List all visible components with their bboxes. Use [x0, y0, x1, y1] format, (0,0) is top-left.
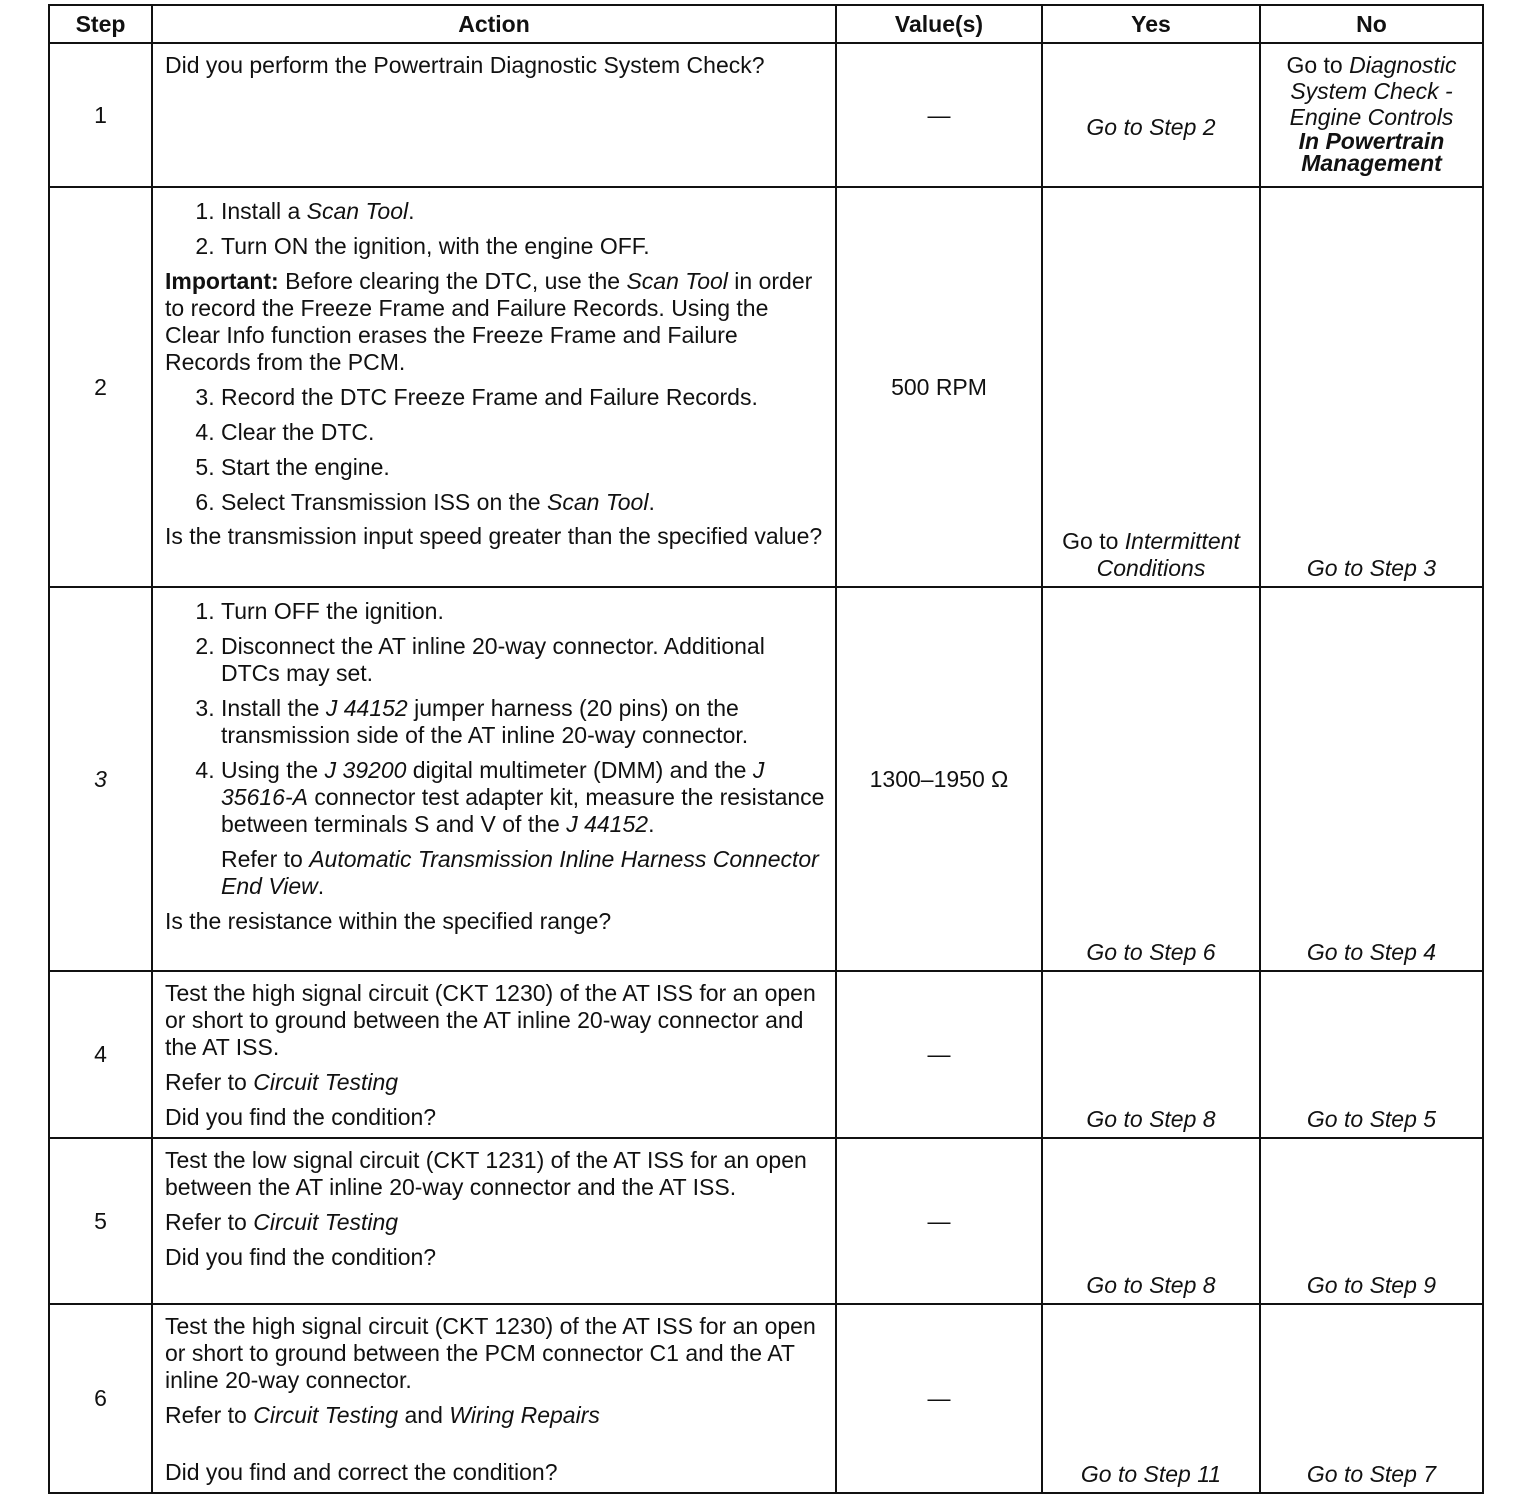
step-number: 6 [49, 1304, 152, 1493]
no-cell: Go to Step 9 [1260, 1138, 1483, 1304]
refer-note: Refer to Automatic Transmission Inline Harness Connector End View. [221, 846, 819, 899]
no-cell: Go to Step 5 [1260, 971, 1483, 1138]
yes-cell: Go to Intermittent Conditions [1042, 187, 1260, 587]
value-cell: — [836, 971, 1042, 1138]
step-number: 3 [49, 587, 152, 971]
action-question: Did you perform the Powertrain Diagnostic System Check? [165, 52, 765, 78]
header-action: Action [152, 5, 836, 43]
yes-cell: Go to Step 8 [1042, 1138, 1260, 1304]
table-row [49, 187, 1483, 587]
yes-cell: Go to Step 8 [1042, 971, 1260, 1138]
list-item: 6. Select Transmission ISS on the Scan Tool. [221, 489, 825, 516]
value-cell: 500 RPM [836, 187, 1042, 587]
header-no: No [1260, 5, 1483, 43]
list-item: 5. Start the engine. [221, 454, 825, 481]
list-item: 1. Turn OFF the ignition. [221, 598, 825, 625]
action-question: Is the resistance within the specified range? [165, 908, 612, 934]
no-prefix: Go to [1286, 52, 1350, 78]
list-item: 2. Disconnect the AT inline 20-way connector. Additional DTCs may set. [221, 633, 825, 687]
yes-cell: Go to Step 2 [1042, 43, 1260, 187]
yes-cell: Go to Step 6 [1042, 587, 1260, 971]
action-cell [152, 587, 836, 971]
diagnostic-table [48, 4, 1484, 1494]
action-question: Did you find and correct the condition? [165, 1459, 558, 1485]
refer-note: Refer to Circuit Testing and Wiring Repairs [165, 1402, 600, 1428]
step-number: 4 [49, 971, 152, 1138]
no-cell [1260, 43, 1483, 187]
no-cell: Go to Step 3 [1260, 187, 1483, 587]
header-row [49, 5, 1483, 43]
action-question: Did you find the condition? [165, 1244, 437, 1270]
value-cell: — [836, 1304, 1042, 1493]
list-item: 3. Install the J 44152 jumper harness (20 pins) on the transmission side of the AT inline 20-way connector. [221, 695, 825, 749]
action-cell [152, 1304, 836, 1493]
list-item: 1. Install a Scan Tool. [221, 198, 825, 225]
action-cell [152, 43, 836, 187]
list-item: 4. Using the J 39200 digital multimeter (DMM) and the J 35616-A connector test adapter kit, measure the resistance between terminals S and V of the J 44152. [221, 757, 825, 838]
action-cell [152, 971, 836, 1138]
action-text: Test the high signal circuit (CKT 1230) of the AT ISS for an open or short to ground between the AT inline 20-way connector and the AT ISS. [165, 980, 816, 1060]
no-cell: Go to Step 4 [1260, 587, 1483, 971]
value-cell: 1300–1950 Ω [836, 587, 1042, 971]
action-question: Is the transmission input speed greater than the specified value? [165, 523, 823, 549]
list-item: 3. Record the DTC Freeze Frame and Failure Records. [221, 384, 825, 411]
table-row [49, 1138, 1483, 1304]
refer-note: Refer to Circuit Testing [165, 1069, 399, 1095]
table-row [49, 1304, 1483, 1493]
action-question: Did you find the condition? [165, 1104, 437, 1130]
step-number: 2 [49, 187, 152, 587]
no-cell: Go to Step 7 [1260, 1304, 1483, 1493]
table-row [49, 587, 1483, 971]
value-cell: — [836, 43, 1042, 187]
list-item: 2. Turn ON the ignition, with the engine OFF. [221, 233, 825, 260]
no-link-bold: In Powertrain Management [1298, 128, 1445, 176]
no-link: Diagnostic System Check - Engine Controls [1289, 52, 1457, 130]
step-number: 1 [49, 43, 152, 187]
action-text: Test the high signal circuit (CKT 1230) of the AT ISS for an open or short to ground between the PCM connector C1 and the AT inline 20-way connector. [165, 1313, 816, 1393]
header-step: Step [49, 5, 152, 43]
table-row [49, 971, 1483, 1138]
header-values: Value(s) [836, 5, 1042, 43]
action-text: Test the low signal circuit (CKT 1231) of the AT ISS for an open between the AT inline 20-way connector and the AT ISS. [165, 1147, 807, 1200]
list-item: 4. Clear the DTC. [221, 419, 825, 446]
header-yes: Yes [1042, 5, 1260, 43]
step-number: 5 [49, 1138, 152, 1304]
value-cell: — [836, 1138, 1042, 1304]
action-cell [152, 1138, 836, 1304]
action-cell [152, 187, 836, 587]
table-row [49, 43, 1483, 187]
refer-note: Refer to Circuit Testing [165, 1209, 399, 1235]
important-note: Important: Before clearing the DTC, use the Scan Tool in order to record the Freeze Frame and Failure Records. Using the Clear Info function erases the Freeze Frame and Failure Records from the PCM. [165, 268, 813, 375]
yes-cell: Go to Step 11 [1042, 1304, 1260, 1493]
